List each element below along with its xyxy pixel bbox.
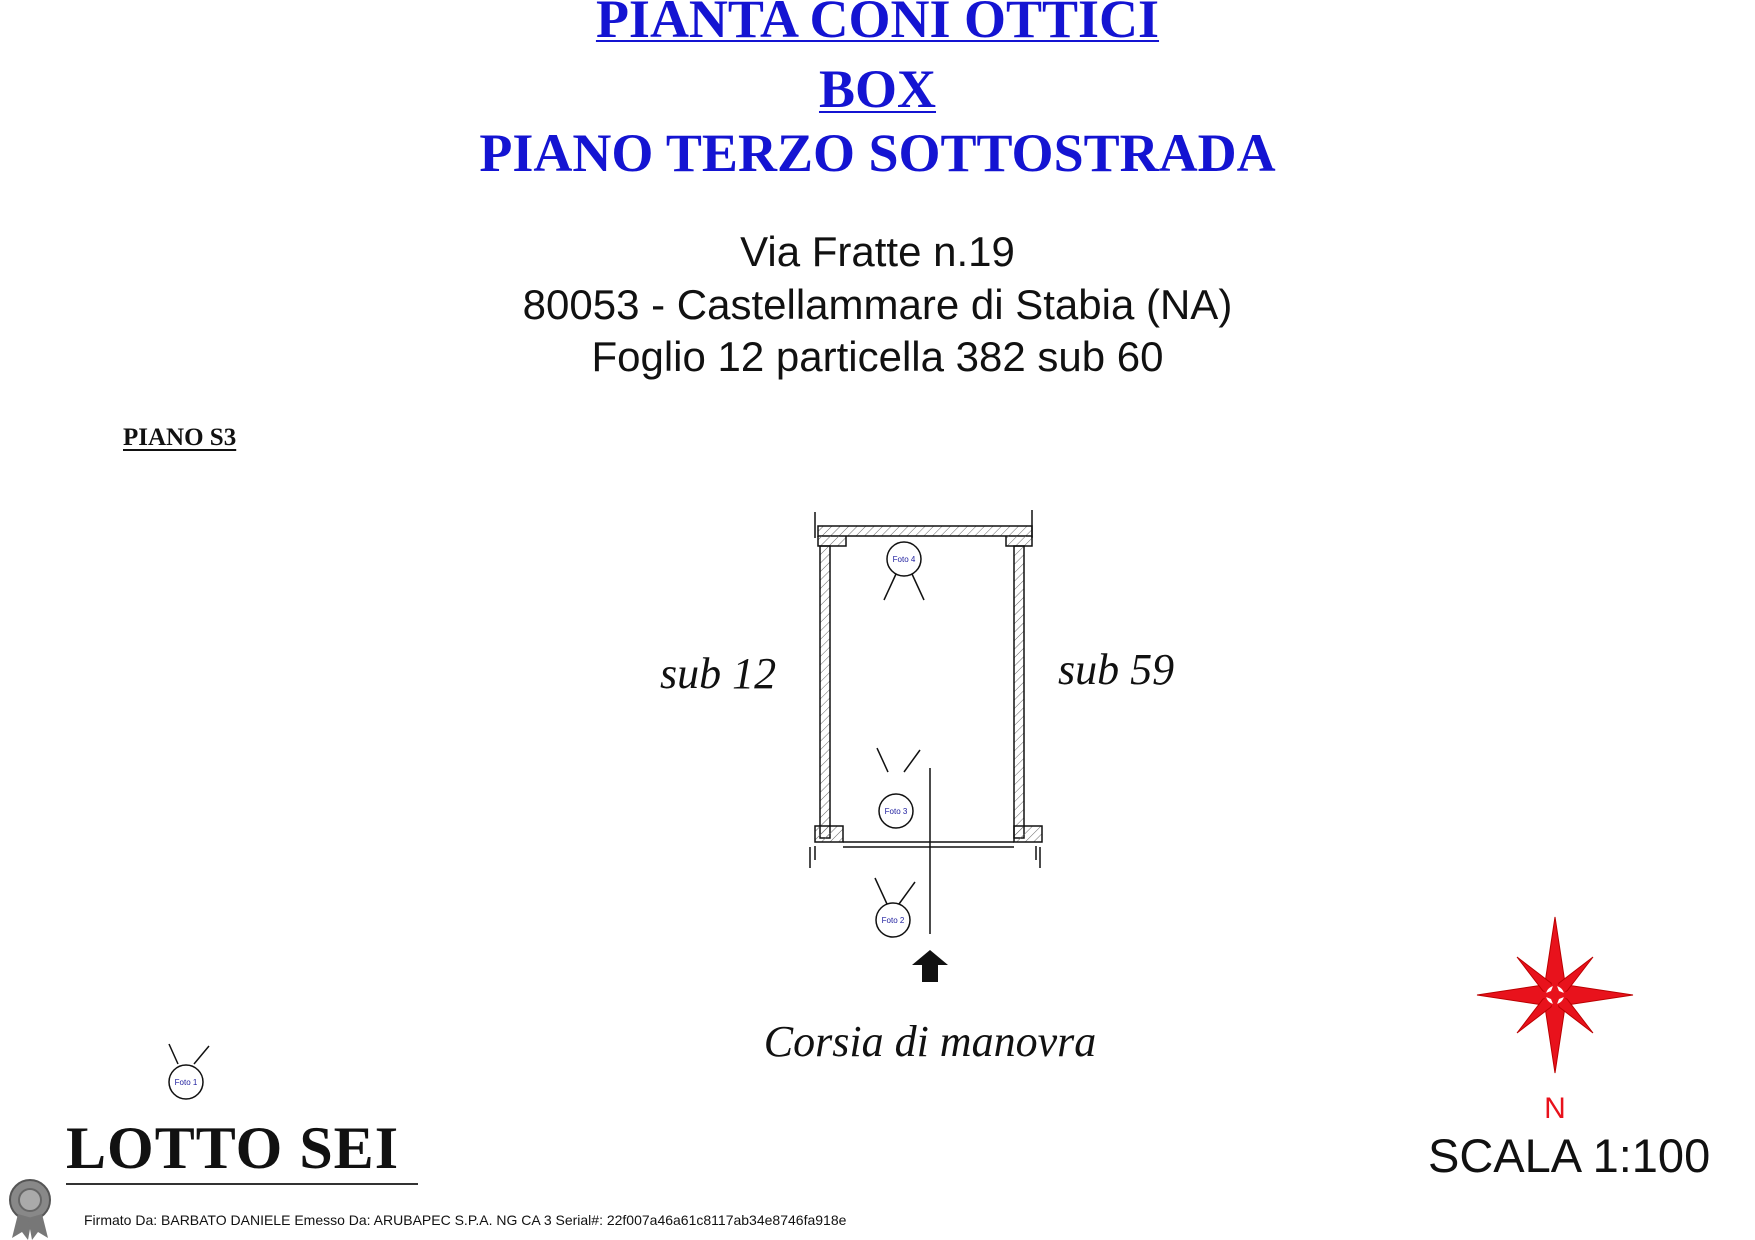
digital-signature-text: Firmato Da: BARBATO DANIELE Emesso Da: ARUBAPEC S.P.A. NG CA 3 Serial#: 22f007a46a61c8117ab34e8746fa918e xyxy=(84,1212,847,1228)
photo-label-foto1: Foto 1 xyxy=(174,1078,198,1087)
compass-rose-icon xyxy=(1477,917,1633,1073)
label-sub-12: sub 12 xyxy=(660,649,777,698)
title-line-2: BOX xyxy=(818,59,937,119)
label-corsia: Corsia di manovra xyxy=(763,1017,1097,1066)
entrance-arrow-icon xyxy=(912,950,948,982)
photo-label-foto3: Foto 3 xyxy=(884,807,908,816)
photo-cone-foto4 xyxy=(884,542,924,600)
photo-cone-foto2 xyxy=(875,878,915,937)
title-line-1: PIANTA CONI OTTICI xyxy=(595,0,1160,49)
address-street: Via Fratte n.19 xyxy=(740,228,1015,275)
photo-label-foto2: Foto 2 xyxy=(881,916,905,925)
floor-label: PIANO S3 xyxy=(123,424,237,451)
scale-label: SCALA 1:100 xyxy=(1428,1129,1711,1182)
box-walls xyxy=(810,510,1042,934)
photo-cone-foto1 xyxy=(169,1044,209,1099)
address-city: 80053 - Castellammare di Stabia (NA) xyxy=(522,281,1233,328)
title-line-3: PIANO TERZO SOTTOSTRADA xyxy=(479,123,1276,183)
signature-seal-icon xyxy=(10,1180,50,1240)
lot-title: LOTTO SEI xyxy=(66,1115,400,1181)
photo-cone-foto3 xyxy=(877,748,920,828)
label-sub-59: sub 59 xyxy=(1058,645,1175,694)
lot-title-underline xyxy=(66,1183,418,1185)
photo-label-foto4: Foto 4 xyxy=(892,555,916,564)
address-cadastral: Foglio 12 particella 382 sub 60 xyxy=(591,333,1164,380)
compass-north-label: N xyxy=(1544,1092,1566,1125)
